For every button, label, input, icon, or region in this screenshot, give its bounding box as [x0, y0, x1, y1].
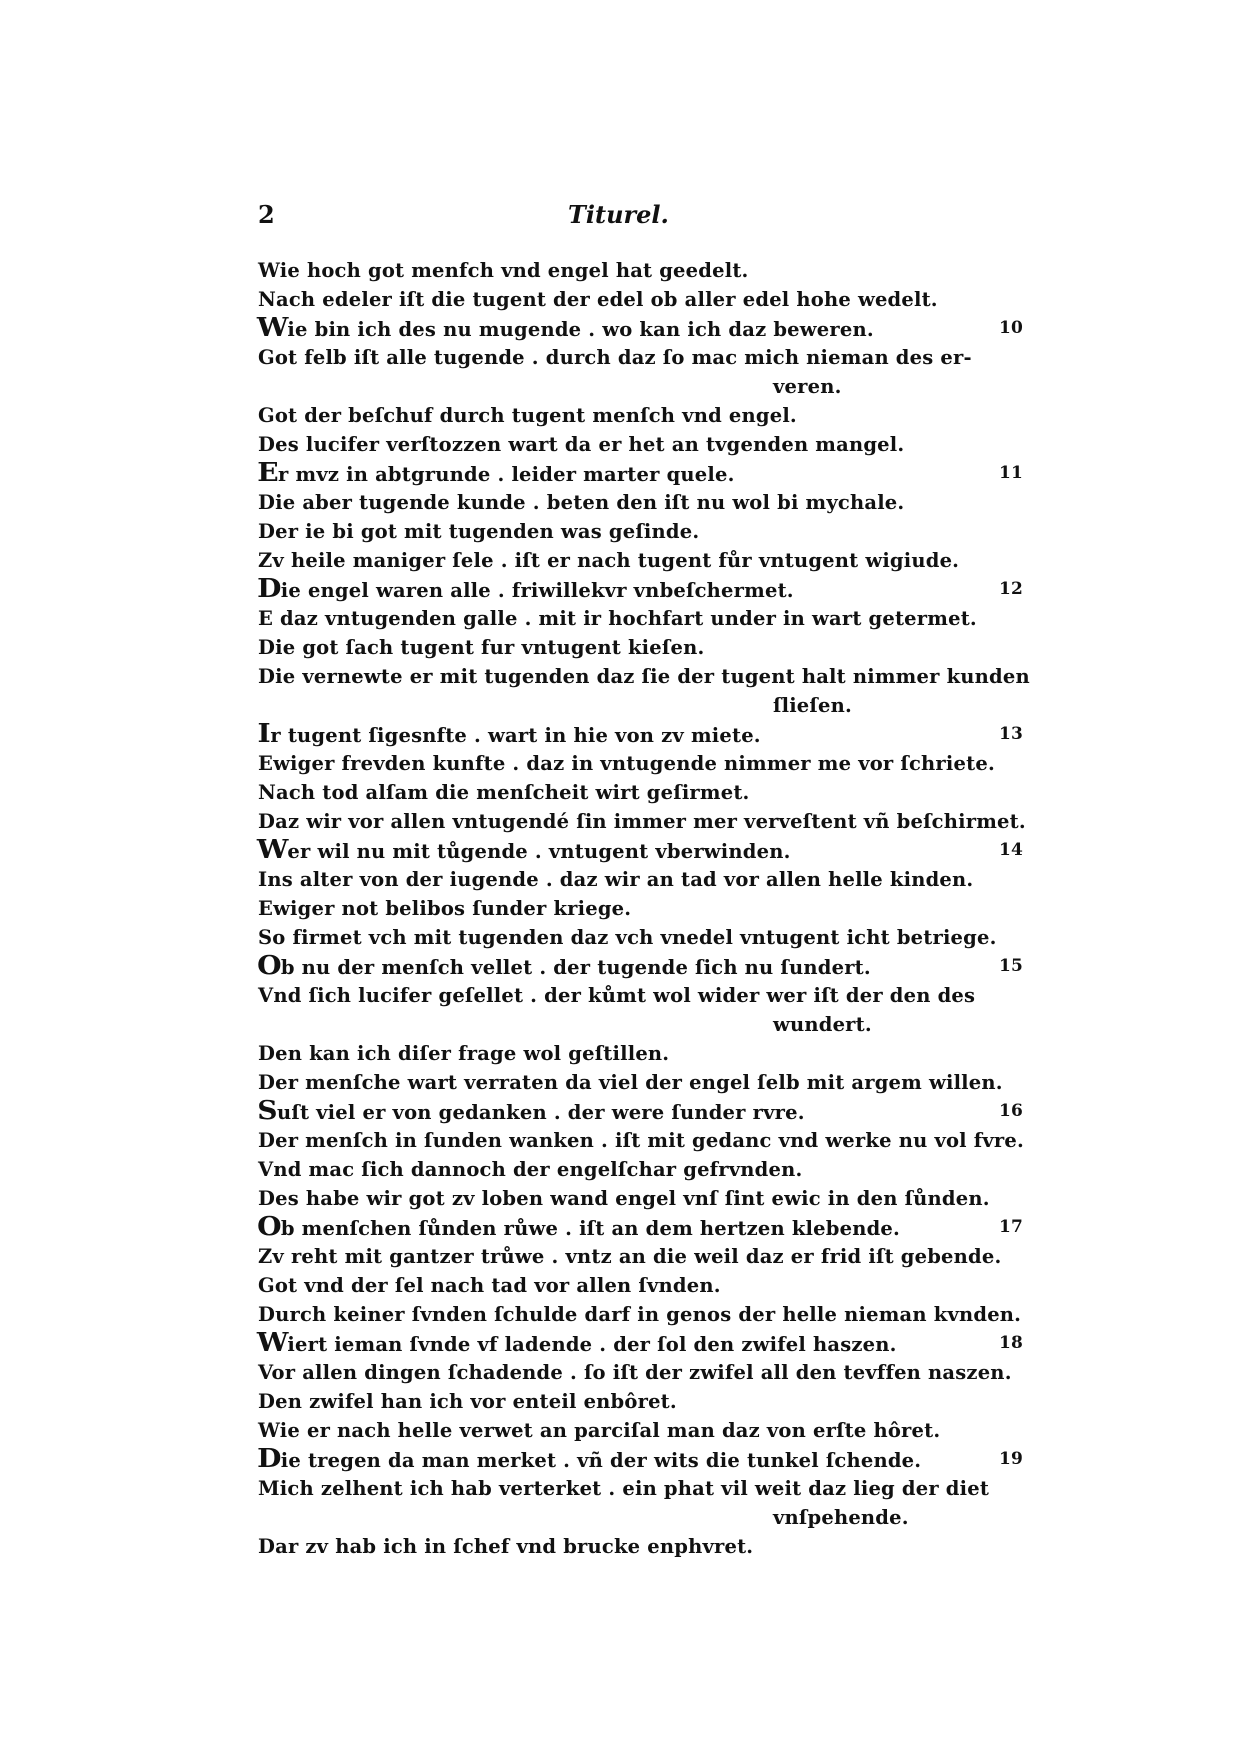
text-line — [258, 1387, 1023, 1416]
text-line — [258, 1532, 1023, 1561]
stanza-first-line — [258, 459, 1023, 488]
stanza-number: 14 — [998, 840, 1023, 860]
line-body: iert ieman ſvnde vf ladende . der ſol den zwifel haszen. — [287, 1333, 897, 1356]
text-line — [258, 662, 1030, 691]
line-text — [258, 865, 973, 894]
line-text — [258, 314, 874, 344]
line-body: Got felb iſt alle tugende . durch daz ſo mac mich nieman des er- — [258, 346, 972, 369]
line-body: Wie er nach helle verwet an parciſal man daz von erſte hôret. — [258, 1419, 941, 1442]
stanza-first-line — [258, 314, 1023, 343]
line-text — [258, 1271, 721, 1300]
line-text — [258, 720, 761, 750]
decorated-initial: W — [256, 835, 289, 865]
line-text — [258, 1097, 805, 1127]
line-body: Wie hoch got menfch vnd engel hat geedelt. — [258, 259, 749, 282]
decorated-initial: D — [257, 1444, 282, 1474]
line-body: Durch keiner ſvnden ſchulde darf in genos der helle nieman kvnden. — [258, 1303, 1022, 1326]
line-body: Den zwifel han ich vor enteil enbôret. — [258, 1390, 677, 1413]
line-body: ie bin ich des nu mugende . wo kan ich daz beweren. — [287, 318, 874, 341]
line-text — [258, 256, 749, 285]
line-text — [258, 1126, 1024, 1155]
line-text — [258, 662, 1030, 691]
line-text — [258, 517, 699, 546]
stanza-number: 13 — [998, 724, 1023, 744]
line-text — [258, 1300, 1021, 1329]
poem-text-block — [256, 256, 1030, 1561]
text-line — [258, 981, 1023, 1010]
line-text — [258, 1474, 989, 1503]
line-text — [258, 1358, 1012, 1387]
line-text — [258, 1329, 897, 1359]
line-text — [258, 343, 972, 372]
line-text — [258, 1213, 900, 1243]
stanza-number: 19 — [998, 1449, 1023, 1469]
text-line — [258, 517, 1023, 546]
line-text — [258, 894, 631, 923]
line-body: b nu der menſch vellet . der tugende ſich nu ſundert. — [280, 956, 871, 979]
line-body: Die vernewte er mit tugenden daz ſie der tugent halt nimmer kunden — [258, 665, 1030, 688]
text-line — [258, 749, 1023, 778]
line-text — [258, 1445, 921, 1475]
line-body: Der menſche wart verraten da viel der engel ſelb mit argem willen. — [258, 1071, 1003, 1094]
text-line — [258, 865, 1023, 894]
page-number: 2 — [258, 200, 275, 229]
line-body: b menſchen ſůnden růwe . iſt an dem hertzen klebende. — [280, 1217, 901, 1240]
text-line — [258, 604, 1023, 633]
stanza-number: 11 — [998, 463, 1023, 483]
decorated-initial: O — [257, 951, 282, 981]
text-line — [258, 1474, 1023, 1503]
stanza-number: 16 — [998, 1101, 1023, 1121]
line-text — [258, 778, 750, 807]
line-text — [773, 372, 842, 401]
line-continuation — [258, 1010, 1023, 1039]
line-body: r mvz in abtgrunde . leider marter quele. — [278, 463, 735, 486]
text-line — [258, 285, 1023, 314]
line-body: Vnd mac ſich dannoch der engelſchar gefrvnden. — [258, 1158, 803, 1181]
stanza-number: 15 — [998, 956, 1023, 976]
line-body: Zv heile maniger ſele . iſt er nach tugent fůr vntugent wigiude. — [258, 549, 960, 572]
stanza-first-line — [258, 952, 1023, 981]
line-body: Mich zelhent ich hab verterket . ein phat vil weit daz lieg der diet — [258, 1477, 990, 1500]
line-body: Daz wir vor allen vntugendé ſin immer mer verveſtent vñ beſchirmet. — [258, 810, 1026, 833]
decorated-initial: W — [256, 313, 289, 343]
line-body: er wil nu mit tůgende . vntugent vberwinden. — [287, 840, 791, 863]
line-body: Ewiger not belibos ſunder kriege. — [258, 897, 632, 920]
line-body: Des habe wir got zv loben wand engel vnſ ſint ewic in den ſůnden. — [258, 1187, 990, 1210]
text-line — [258, 1184, 1023, 1213]
stanza-first-line — [258, 720, 1023, 749]
line-text — [773, 691, 852, 720]
line-body: So firmet vch mit tugenden daz vch vnedel vntugent icht betriege. — [258, 926, 997, 949]
text-line — [258, 1068, 1023, 1097]
line-continuation — [258, 691, 1023, 720]
text-line — [258, 1126, 1023, 1155]
line-text — [258, 1416, 940, 1445]
stanza-first-line — [258, 836, 1023, 865]
line-body: Die aber tugende kunde . beten den iſt nu wol bi mychale. — [258, 491, 905, 514]
line-text — [258, 488, 904, 517]
line-text — [258, 1387, 677, 1416]
stanza-number: 18 — [998, 1333, 1023, 1353]
line-body: Ewiger frevden kunfte . daz in vntugende nimmer me vor ſchriete. — [258, 752, 995, 775]
line-continuation — [258, 372, 1023, 401]
line-body: Den kan ich diſer frage wol geſtillen. — [258, 1042, 670, 1065]
line-text — [258, 952, 871, 982]
text-line — [258, 807, 1026, 836]
text-line — [258, 488, 1023, 517]
line-body: wundert. — [773, 1013, 872, 1036]
line-body: Der ie bi got mit tugenden was geſinde. — [258, 520, 700, 543]
line-continuation — [258, 1503, 1023, 1532]
text-line — [258, 778, 1023, 807]
text-line — [258, 1039, 1023, 1068]
line-body: Nach tod alſam die menſcheit wirt geſirmet. — [258, 781, 750, 804]
page-header — [258, 200, 1023, 236]
line-text — [258, 546, 959, 575]
line-text — [773, 1010, 872, 1039]
stanza-first-line — [258, 1213, 1023, 1242]
text-line — [258, 1242, 1023, 1271]
line-text — [258, 1039, 669, 1068]
line-text — [258, 981, 975, 1010]
line-text — [258, 575, 794, 605]
decorated-initial: S — [257, 1096, 278, 1126]
line-text — [258, 1155, 802, 1184]
stanza-first-line — [258, 1097, 1023, 1126]
stanza-first-line — [258, 575, 1023, 604]
line-text — [258, 923, 997, 952]
text-line — [258, 430, 1023, 459]
text-line — [258, 1300, 1023, 1329]
running-title: Titurel. — [568, 200, 669, 229]
text-line — [258, 546, 1023, 575]
line-text — [258, 1068, 1003, 1097]
line-body: Nach edeler iſt die tugent der edel ob aller edel hohe wedelt. — [258, 288, 938, 311]
line-body: Die got ſach tugent fur vntugent kieſen. — [258, 636, 705, 659]
line-text — [258, 401, 797, 430]
line-body: Des lucifer verſtozzen wart da er het an tvgenden mangel. — [258, 433, 905, 456]
stanza-first-line — [258, 1329, 1023, 1358]
line-body: Vnd ſich lucifer geſellet . der kůmt wol wider wer iſt der den des — [258, 984, 976, 1007]
line-text — [773, 1503, 909, 1532]
stanza-first-line — [258, 1445, 1023, 1474]
line-text — [258, 1184, 990, 1213]
line-text — [258, 430, 904, 459]
line-body: veren. — [773, 375, 842, 398]
text-line — [258, 1271, 1023, 1300]
stanza-number: 10 — [998, 318, 1023, 338]
stanza-number: 12 — [998, 579, 1023, 599]
decorated-initial: W — [256, 1328, 289, 1358]
text-line — [258, 894, 1023, 923]
stanza-number: 17 — [998, 1217, 1023, 1237]
text-line — [258, 633, 1023, 662]
line-body: ie tregen da man merket . vñ der wits die tunkel ſchende. — [280, 1449, 922, 1472]
text-line — [258, 1416, 1023, 1445]
line-text — [258, 633, 704, 662]
text-line — [258, 343, 1023, 372]
line-text — [258, 807, 1026, 836]
line-body: Got vnd der ſel nach tad vor allen ſvnden. — [258, 1274, 721, 1297]
text-line — [258, 1358, 1023, 1387]
line-text — [258, 604, 977, 633]
decorated-initial: O — [257, 1212, 282, 1242]
line-text — [258, 459, 735, 489]
line-body: Ins alter von der iugende . daz wir an tad vor allen helle kinden. — [258, 868, 974, 891]
line-body: Zv reht mit gantzer trůwe . vntz an die weil daz er frid iſt gebende. — [258, 1245, 1002, 1268]
line-text — [258, 749, 995, 778]
line-body: uſt viel er von gedanken . der were ſunder rvre. — [276, 1101, 805, 1124]
line-text — [258, 285, 938, 314]
line-body: ie engel waren alle . friwillekvr vnbeſchermet. — [280, 579, 794, 602]
text-line — [258, 923, 1023, 952]
line-body: ſlieſen. — [773, 694, 852, 717]
text-line — [258, 401, 1023, 430]
decorated-initial: D — [257, 574, 282, 604]
line-body: Der menſch in ſunden wanken . iſt mit gedanc vnd werke nu vol fvre. — [258, 1129, 1024, 1152]
line-text — [258, 1242, 1001, 1271]
decorated-initial: I — [257, 719, 271, 749]
line-body: Got der beſchuf durch tugent menſch vnd engel. — [258, 404, 797, 427]
line-text — [258, 1532, 753, 1561]
line-body: E daz vntugenden galle . mit ir hochfart under in wart getermet. — [258, 607, 977, 630]
decorated-initial: E — [257, 458, 279, 488]
line-body: Dar zv hab ich in ſchef vnd brucke enphvret. — [258, 1535, 754, 1558]
line-body: r tugent ſigesnfte . wart in hie von zv miete. — [270, 724, 761, 747]
line-body: vnſpehende. — [773, 1506, 909, 1529]
text-line — [258, 256, 1023, 285]
text-line — [258, 1155, 1023, 1184]
line-text — [258, 836, 791, 866]
line-body: Vor allen dingen ſchadende . ſo iſt der zwifel all den tevffen naszen. — [258, 1361, 1012, 1384]
